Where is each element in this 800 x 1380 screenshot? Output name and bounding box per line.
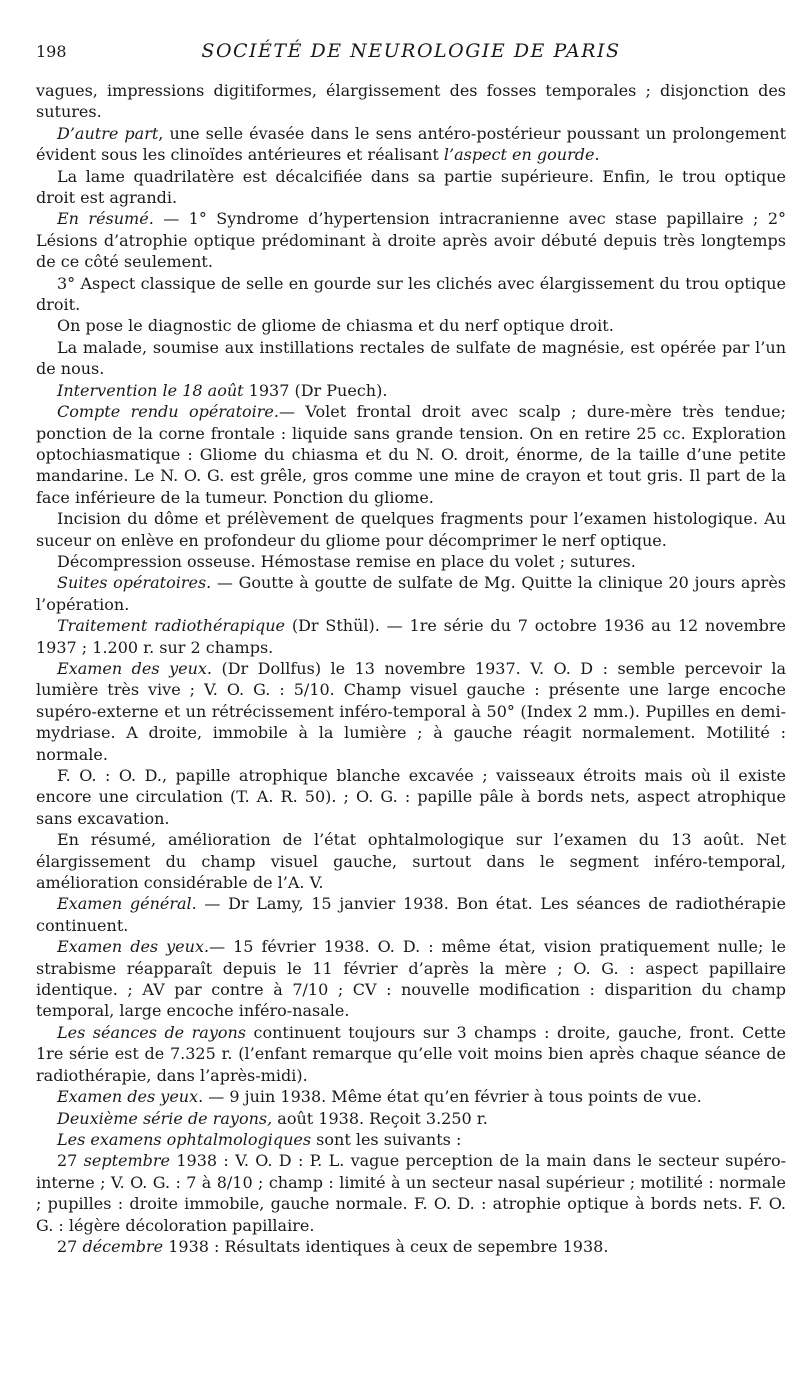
text-run: La malade, soumise aux instillations rectales de sulfate de magnésie, est opérée par l’un de nous. [36,337,786,379]
paragraph [36,658,786,765]
text-run: — 9 juin 1938. Même état qu’en février à tous points de vue. [203,1087,702,1107]
paragraph [36,551,786,572]
text-run: (Dr Sthül). — 1re série du 7 octobre 1936 au 12 novembre 1937 ; 1.200 r. sur 2 champs. [36,616,787,657]
italic-text: Les séances de rayons [57,1022,247,1042]
italic-text: Deuxième série de rayons, [57,1108,273,1128]
paragraph [36,1236,786,1257]
text-run: , une selle évasée dans le sens antéro-postérieur poussant un prolongement évident sous les clinoïdes antérieures et réalisant [36,123,786,165]
paragraph [36,401,786,508]
paragraph [36,765,786,829]
text-run: continuent toujours sur 3 champs : droite, gauche, front. Cette 1re série est de 7.325 r. (l’enfant remarque qu’elle voit moins bien après chaque séance de radiothérapie, dans l’après-midi). [36,1022,787,1085]
text-run: 27 [57,1236,83,1256]
italic-text: l’aspect en gourde [443,145,595,165]
text-run: 1937 (Dr Puech). [243,380,388,400]
page [36,36,786,1257]
italic-text: Intervention le 18 août [57,380,244,400]
paragraph [36,1022,786,1086]
text-run: En résumé, amélioration de l’état ophtalmologique sur l’examen du 13 août. Net élargissement du champ visuel gauche, surtout dans le segment inféro-temporal, amélioration considérable de l’A. V. [36,830,786,893]
paragraph [36,508,786,551]
italic-text: décembre [82,1236,164,1256]
text-run: . [594,145,600,165]
paragraph [36,123,786,166]
text-run: La lame quadrilatère est décalcifiée dans sa partie supérieure. Enfin, le trou optique droit est agrandi. [36,166,786,208]
paragraph [36,1086,786,1107]
paragraph [36,1129,786,1150]
text-run: août 1938. Reçoit 3.250 r. [272,1108,488,1128]
paragraph [36,337,786,380]
paragraph [36,829,786,893]
paragraph [36,380,786,401]
italic-text: Examen général. [57,894,197,914]
paragraph [36,615,786,658]
running-header [36,36,786,66]
paragraph [36,80,786,123]
text-run: On pose le diagnostic de gliome de chiasma et du nerf optique droit. [57,316,614,336]
italic-text: Examen des yeux. [57,1087,204,1107]
paragraph [36,572,786,615]
text-run: F. O. : O. D., papille atrophique blanche excavée ; vaisseaux étroits mais où il existe encore une circulation (T. A. R. 50). ; O. G. : papille pâle à bords nets, aspect atrophique sans excavation. [36,766,786,828]
text-run: — Volet frontal droit avec scalp ; dure-mère très tendue; ponction de la corne frontale : liquide sans grande tension. On en retire 25 cc. Exploration optochiasmatique : Gliome du chiasma et du N. O. droit, énorme, de la taille d’une petite mandarine. Le N. O. G. est grêle, gros comme une mine de crayon et tout gris. Il part de la face inférieure de la tumeur. Ponction du gliome. [36,402,786,507]
text-run: — Dr Lamy, 15 janvier 1938. Bon état. Les séances de radiothérapie continuent. [36,894,786,935]
page-number: 198 [36,42,67,61]
paragraph [36,893,786,936]
text-run: 27 [57,1151,84,1171]
journal-title: SOCIÉTÉ DE NEUROLOGIE DE PARIS [201,40,621,62]
text-run: — 15 février 1938. O. D. : même état, vision pratiquement nulle; le strabisme réapparaît depuis le 11 février d’après la mère ; O. G. : aspect papillaire identique. ; AV par contre à 7/10 ; CV : nouvelle modification : disparition du champ temporal, large encoche inféro-nasale. [36,937,786,1021]
text-run: — Goutte à goutte de sulfate de Mg. Quitte la clinique 20 jours après l’opération. [36,573,787,614]
text-run: — 1° Syndrome d’hypertension intracranienne avec stase papillaire ; 2° Lésions d’atrophie optique prédominant à droite après avoir débuté depuis très longtemps de ce côté seulement. [36,209,786,272]
text-run: 1938 : V. O. D : P. L. vague perception de la main dans le secteur supéro-interne ; V. O. G. : 7 à 8/10 ; champ : limité à un secteur nasal supérieur ; motilité : normale ; pupilles : droite immobile, gauche normale. F. O. D. : atrophie optique à bords nets. F. O. G. : légère décoloration papillaire. [36,1151,786,1235]
italic-text: Examen des yeux. [57,658,212,678]
italic-text: Traitement radiothérapique [57,616,286,636]
text-run: 1938 : Résultats identiques à ceux de sepembre 1938. [163,1236,609,1256]
text-run: (Dr Dollfus) le 13 novembre 1937. V. O. D : semble percevoir la lumière très vive ; V. O. G. : 5/10. Champ visuel gauche : présente une large encoche supéro-externe et un rétrécissement inféro-temporal à 50° (Index 2 mm.). Pupilles en demi-mydriase. A droite, immobile à la lumière ; à gauche réagit normalement. Motilité : normale. [36,658,787,764]
text-run: Incision du dôme et prélèvement de quelques fragments pour l’examen histologique. Au suceur on enlève en profondeur du gliome pour décomprimer le nerf optique. [36,509,786,550]
italic-text: Compte rendu opératoire. [57,402,279,422]
paragraph [36,315,786,336]
article-body [36,80,786,1257]
paragraph [36,936,786,1022]
italic-text: Suites opératoires. [57,573,212,593]
text-run: Décompression osseuse. Hémostase remise en place du volet ; sutures. [57,551,636,571]
paragraph [36,208,786,272]
italic-text: septembre [83,1151,171,1171]
italic-text: Les examens ophtalmologiques [57,1129,312,1149]
paragraph [36,273,786,316]
italic-text: D’autre part [57,123,159,143]
italic-text: Examen des yeux. [57,937,210,957]
paragraph [36,1150,786,1236]
text-run: sont les suivants : [311,1129,462,1149]
paragraph [36,1108,786,1129]
text-run: 3° Aspect classique de selle en gourde sur les clichés avec élargissement du trou optique droit. [36,273,786,315]
text-run: vagues, impressions digitiformes, élargissement des fosses temporales ; disjonction des sutures. [36,81,786,122]
italic-text: En résumé. [57,209,154,229]
paragraph [36,166,786,209]
